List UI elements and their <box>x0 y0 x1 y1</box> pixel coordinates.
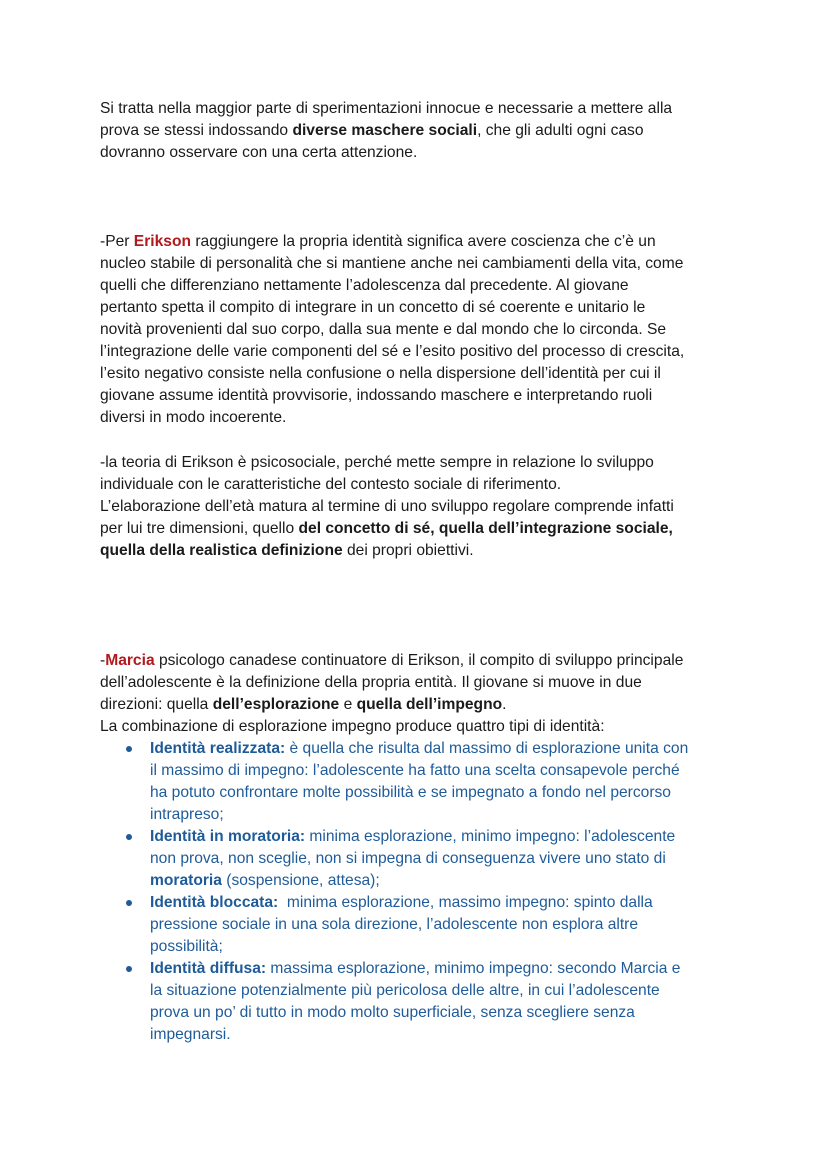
text-line: -Marcia psicologo canadese continuatore di Erikson, il compito di sviluppo principale <box>100 652 684 669</box>
text-line: pertanto spetta il compito di integrare in un concetto di sé coerente e unitario le <box>100 299 646 316</box>
emphasis-text: del concetto di sé, quella dell’integrazione sociale, <box>298 520 673 537</box>
emphasis-text: dell’esplorazione <box>212 696 340 713</box>
list-item-term: Identità realizzata: <box>150 740 286 757</box>
text-line: l’esito negativo consiste nella confusione o nella dispersione dell’identità per cui il <box>100 365 661 382</box>
text-line: per lui tre dimensioni, quello del concetto di sé, quella dell’integrazione sociale, <box>100 520 673 537</box>
text-line: direzioni: quella dell’esplorazione e quella dell’impegno. <box>100 696 507 713</box>
text-line: quella della realistica definizione dei propri obiettivi. <box>100 542 474 559</box>
list-item-identita-bloccata: Identità bloccata: minima esplorazione, massimo impegno: spinto dalla pressione sociale in una sola direzione, l’adolescente non esplora altre possibilità; <box>150 892 750 958</box>
text-line: Si tratta nella maggior parte di sperimentazioni innocue e necessarie a mettere alla <box>100 100 673 117</box>
bullet-icon <box>126 900 132 906</box>
list-item-term: Identità in moratoria: <box>150 828 306 845</box>
bullet-icon <box>126 746 132 752</box>
text-line: dell’adolescente è la definizione della propria entità. Il giovane si muove in due <box>100 674 642 691</box>
text-line: quelli che differenziano nettamente l’adolescenza dal precedente. Al giovane <box>100 277 629 294</box>
text-line: diversi in modo incoerente. <box>100 409 287 426</box>
list-item-identita-realizzata: Identità realizzata: è quella che risulta dal massimo di esplorazione unita con il massimo di impegno: l’adolescente ha fatto una scelta consapevole perché ha potuto confrontare molte possibilità e se impegnato a fondo nel percorso intrapreso; <box>150 738 750 826</box>
text-line: giovane assume identità provvisorie, indossando maschere e interpretando ruoli <box>100 387 653 404</box>
bullet-icon <box>126 834 132 840</box>
list-item-identita-moratoria: Identità in moratoria: minima esplorazione, minimo impegno: l’adolescente non prova, non sceglie, non si impegna di conseguenza vivere uno stato di moratoria (sospensione, attesa); <box>150 826 750 892</box>
emphasis-text: quella della realistica definizione <box>100 542 343 559</box>
emphasis-text: diverse maschere sociali <box>292 122 478 139</box>
paragraph-erikson-identity <box>100 231 740 429</box>
text-line: prova se stessi indossando diverse maschere sociali, che gli adulti ogni caso <box>100 122 644 139</box>
emphasis-text: moratoria <box>150 872 222 889</box>
bullet-icon <box>126 966 132 972</box>
text-line: l’integrazione delle varie componenti del sé e l’esito positivo del processo di crescita, <box>100 343 685 360</box>
author-name-marcia: Marcia <box>105 652 155 669</box>
text-line: novità provenienti dal suo corpo, dalla sua mente e dal mondo che lo circonda. Se <box>100 321 667 338</box>
list-item-term: Identità bloccata: <box>150 894 279 911</box>
paragraph-erikson-theory <box>100 452 740 562</box>
text-line: nucleo stabile di personalità che si mantiene anche nei cambiamenti della vita, come <box>100 255 684 272</box>
text-line: dovranno osservare con una certa attenzione. <box>100 144 418 161</box>
text-line: individuale con le caratteristiche del contesto sociale di riferimento. <box>100 476 562 493</box>
text-line: -la teoria di Erikson è psicosociale, perché mette sempre in relazione lo sviluppo <box>100 454 654 471</box>
emphasis-text: quella dell’impegno <box>356 696 503 713</box>
identity-types-list <box>150 738 750 1046</box>
text-line: L’elaborazione dell’età matura al termine di uno sviluppo regolare comprende infatti <box>100 498 674 515</box>
text-line: -Per Erikson raggiungere la propria identità significa avere coscienza che c’è un <box>100 233 656 250</box>
author-name-erikson: Erikson <box>133 233 191 250</box>
list-item-term: Identità diffusa: <box>150 960 267 977</box>
text-line: La combinazione di esplorazione impegno produce quattro tipi di identità: <box>100 718 605 735</box>
paragraph-masks <box>100 98 740 164</box>
paragraph-marcia <box>100 650 740 738</box>
list-item-identita-diffusa: Identità diffusa: massima esplorazione, minimo impegno: secondo Marcia e la situazione potenzialmente più pericolosa delle altre, in cui l’adolescente prova un po’ di tutto in modo molto superficiale, senza scegliere senza impegnarsi. <box>150 958 750 1046</box>
